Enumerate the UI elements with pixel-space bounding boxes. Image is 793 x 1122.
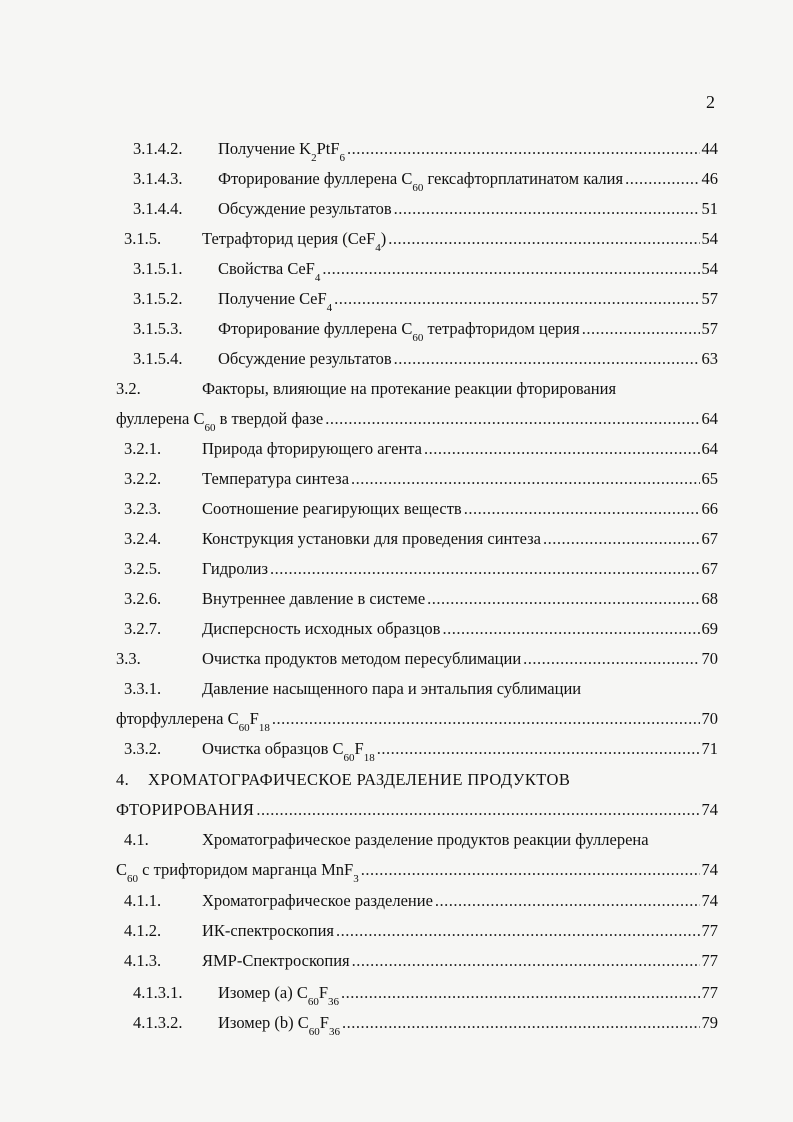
toc-entry[interactable]: [0, 526, 793, 552]
toc-number: 3.2.2.: [124, 469, 162, 488]
toc-number: 3.2.: [116, 379, 141, 398]
toc-number: 3.2.4.: [124, 529, 162, 548]
toc-page: 67: [701, 559, 718, 578]
toc-title: Конструкция установки для проведения синтеза: [202, 529, 541, 548]
page-number: 2: [706, 92, 715, 112]
toc-number: 3.2.3.: [124, 499, 162, 518]
toc-entry[interactable]: [0, 166, 793, 192]
toc-title: Обсуждение результатов: [218, 199, 392, 218]
toc-title: Температура синтеза: [202, 469, 350, 488]
toc-number: 3.1.5.2.: [133, 289, 183, 308]
toc-title: Фторирование фуллерена $C_{60}$ тетрафторидом церия: [218, 319, 580, 342]
toc-page: 77: [701, 921, 718, 940]
toc-number: 3.2.5.: [124, 559, 162, 578]
toc-number: 4.1.3.: [124, 951, 162, 970]
toc-page: 54: [701, 259, 718, 278]
dot-leader: [427, 586, 699, 612]
toc-entry[interactable]: [0, 436, 793, 462]
toc-entry-first-line[interactable]: [0, 827, 793, 853]
toc-entry[interactable]: [0, 918, 793, 944]
toc-number: 3.1.4.2.: [133, 139, 183, 158]
dot-leader: [272, 706, 700, 732]
toc-page: 68: [701, 589, 718, 608]
toc-page: 57: [701, 319, 718, 338]
toc-number: 3.3.1.: [124, 679, 162, 698]
dot-leader: [342, 1010, 700, 1036]
toc-title: ЯМР-Спектроскопия: [202, 951, 350, 970]
dot-leader: [341, 980, 699, 1006]
toc-entry[interactable]: [0, 226, 793, 252]
toc-page: 57: [701, 289, 718, 308]
toc-entry[interactable]: [0, 286, 793, 312]
toc-page: 51: [701, 199, 718, 218]
toc-title: Дисперсность исходных образцов: [202, 619, 441, 638]
toc-entry[interactable]: [0, 196, 793, 222]
toc-title: Очистка продуктов методом пересублимации: [202, 649, 522, 668]
toc-title: фторфуллерена $C_{60}F_{18}$: [116, 709, 270, 732]
toc-title-line1: Давление насыщенного пара и энтальпия сублимации: [202, 679, 582, 698]
dot-leader: [442, 616, 699, 642]
dot-leader: [394, 196, 700, 222]
toc-page: 64: [701, 409, 718, 428]
dot-leader: [377, 736, 700, 762]
dot-leader: [347, 136, 699, 162]
toc-number: 4.1.3.2.: [133, 1013, 183, 1032]
toc-title: Хроматографическое разделение: [202, 891, 433, 910]
toc-title: Получение $K_2PtF_6$: [218, 139, 346, 162]
toc-entry[interactable]: [0, 316, 793, 342]
toc-page: 64: [701, 439, 718, 458]
dot-leader: [322, 256, 699, 282]
dot-leader: [424, 436, 699, 462]
toc-number: 4.: [116, 770, 130, 789]
toc-title-line1: ХРОМАТОГРАФИЧЕСКОЕ РАЗДЕЛЕНИЕ ПРОДУКТОВ: [148, 770, 571, 789]
dot-leader: [256, 797, 699, 823]
toc-number: 3.1.5.4.: [133, 349, 183, 368]
toc-page: 74: [701, 891, 718, 910]
dot-leader: [325, 406, 699, 432]
toc-number: 3.2.6.: [124, 589, 162, 608]
toc-page: 66: [701, 499, 718, 518]
toc-entry-first-line[interactable]: [0, 376, 793, 402]
toc-entry[interactable]: [0, 646, 793, 672]
toc-entry[interactable]: [0, 466, 793, 492]
toc-entry[interactable]: [0, 616, 793, 642]
toc-number: 3.1.4.3.: [133, 169, 183, 188]
toc-page: 74: [701, 860, 718, 879]
toc-number: 3.1.5.1.: [133, 259, 183, 278]
dot-leader: [543, 526, 700, 552]
dot-leader: [464, 496, 700, 522]
dot-leader: [352, 948, 700, 974]
toc-title: Внутреннее давление в системе: [202, 589, 426, 608]
toc-title: ИК-спектроскопия: [202, 921, 335, 940]
toc-entry[interactable]: [0, 706, 793, 732]
toc-entry[interactable]: [0, 948, 793, 974]
toc-page: 77: [701, 983, 718, 1002]
toc-entry[interactable]: [0, 586, 793, 612]
dot-leader: [336, 918, 699, 944]
toc-page: 79: [701, 1013, 718, 1032]
toc-page: 71: [701, 739, 718, 758]
dot-leader: [351, 466, 699, 492]
toc-entry[interactable]: [0, 797, 793, 823]
toc-number: 4.1.1.: [124, 891, 162, 910]
toc-page: 63: [701, 349, 718, 368]
toc-page: 54: [701, 229, 718, 248]
toc-number: 4.1.2.: [124, 921, 162, 940]
toc-entry-first-line[interactable]: [0, 676, 793, 702]
toc-entry[interactable]: [0, 346, 793, 372]
toc-title: Обсуждение результатов: [218, 349, 392, 368]
toc-title-line1: Факторы, влияющие на протекание реакции фторирования: [202, 379, 617, 398]
toc-entry[interactable]: [0, 556, 793, 582]
toc-title: ФТОРИРОВАНИЯ: [116, 800, 255, 819]
toc-page: 74: [701, 800, 718, 819]
toc-page: 77: [701, 951, 718, 970]
toc-title: Природа фторирующего агента: [202, 439, 423, 458]
toc-number: 4.1.3.1.: [133, 983, 183, 1002]
toc-number: 3.3.2.: [124, 739, 162, 758]
toc-title: Получение CeF$_4$: [218, 289, 333, 312]
dot-leader: [388, 226, 699, 252]
toc-entry[interactable]: [0, 136, 793, 162]
toc-title: Гидролиз: [202, 559, 268, 578]
toc-page: 69: [701, 619, 718, 638]
toc-entry[interactable]: [0, 406, 793, 432]
toc-number: 4.1.: [124, 830, 149, 849]
dot-leader: [394, 346, 700, 372]
toc-number: 3.1.4.4.: [133, 199, 183, 218]
toc-entry[interactable]: [0, 736, 793, 762]
toc-entry[interactable]: [0, 496, 793, 522]
toc-number: 3.1.5.: [124, 229, 162, 248]
toc-title: $C_{60}$ с трифторидом марганца MnF$_3$: [116, 860, 359, 883]
toc-title: Соотношение реагирующих веществ: [202, 499, 462, 518]
toc-entry-first-line[interactable]: [0, 767, 793, 793]
toc-page: 67: [701, 529, 718, 548]
toc-page: 70: [701, 709, 718, 728]
toc-title-line1: Хроматографическое разделение продуктов реакции фуллерена: [202, 830, 649, 849]
toc-title: Изомер (b) $C_{60}F_{36}$: [218, 1013, 340, 1036]
toc-number: 3.3.: [116, 649, 141, 668]
toc-title: Изомер (a) $C_{60}F_{36}$: [218, 983, 340, 1006]
dot-leader: [523, 646, 699, 672]
dot-leader: [334, 286, 699, 312]
toc-entry[interactable]: [0, 1010, 793, 1036]
toc-title: Очистка образцов $C_{60}F_{18}$: [202, 739, 375, 762]
dot-leader: [361, 857, 700, 883]
toc-entry[interactable]: [0, 256, 793, 282]
toc-number: 3.2.7.: [124, 619, 162, 638]
toc-page: 65: [701, 469, 718, 488]
toc-title: Фторирование фуллерена $C_{60}$ гексафторплатинатом калия: [218, 169, 624, 192]
toc-entry[interactable]: [0, 980, 793, 1006]
dot-leader: [582, 316, 700, 342]
toc-entry[interactable]: [0, 888, 793, 914]
toc-page: 44: [701, 139, 718, 158]
dot-leader: [435, 888, 700, 914]
toc-number: 3.1.5.3.: [133, 319, 183, 338]
toc-title: Свойства CeF$_4$: [218, 259, 321, 282]
toc-page: 70: [701, 649, 718, 668]
dot-leader: [270, 556, 700, 582]
dot-leader: [625, 166, 699, 192]
toc-title: Тетрафторид церия (CeF$_4$): [202, 229, 387, 252]
toc-entry[interactable]: [0, 857, 793, 883]
toc-title: фуллерена $C_{60}$ в твердой фазе: [116, 409, 324, 432]
toc-number: 3.2.1.: [124, 439, 162, 458]
toc-page: 46: [701, 169, 718, 188]
